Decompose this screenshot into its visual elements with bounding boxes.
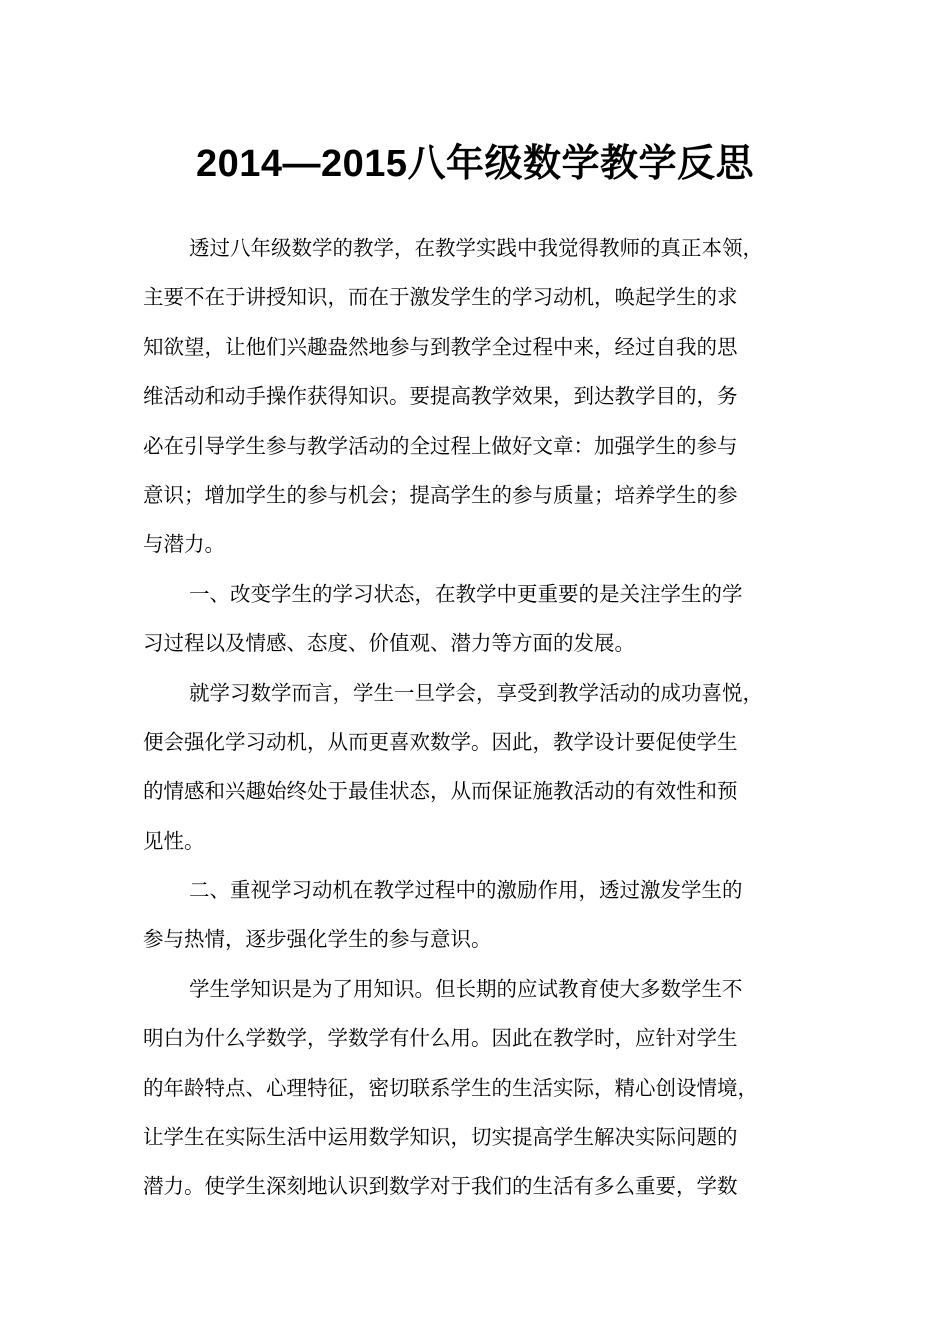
section-heading-line: 二、重视学习动机在教学过程中的激励作用，透过激发学生的 bbox=[189, 878, 743, 903]
paragraph-line: 就学习数学而言，学生一旦学会，享受到教学活动的成功喜悦， bbox=[189, 680, 763, 705]
document-body bbox=[143, 224, 828, 1212]
section-heading-line: 参与热情，逐步强化学生的参与意识。 bbox=[143, 927, 492, 952]
document-title: 2014—2015八年级数学教学反思 bbox=[195, 143, 755, 185]
paragraph-line: 知欲望，让他们兴趣盎然地参与到教学全过程中来，经过自我的思 bbox=[143, 334, 738, 359]
paragraph-line: 潜力。使学生深刻地认识到数学对于我们的生活有多么重要，学数 bbox=[143, 1174, 738, 1199]
paragraph-line: 明白为什么学数学，学数学有什么用。因此在教学时，应针对学生 bbox=[143, 1026, 738, 1051]
paragraph-line: 必在引导学生参与教学活动的全过程上做好文章：加强学生的参与 bbox=[143, 433, 738, 458]
section-heading-line: 一、改变学生的学习状态，在教学中更重要的是关注学生的学 bbox=[189, 581, 743, 606]
paragraph-line: 主要不在于讲授知识，而在于激发学生的学习动机，唤起学生的求 bbox=[143, 285, 738, 310]
paragraph-line: 的年龄特点、心理特征，密切联系学生的生活实际，精心创设情境， bbox=[143, 1075, 758, 1100]
paragraph-line: 的情感和兴趣始终处于最佳状态，从而保证施教活动的有效性和预 bbox=[143, 779, 738, 804]
paragraph-line: 意识；增加学生的参与机会；提高学生的参与质量；培养学生的参 bbox=[143, 482, 738, 507]
paragraph-line: 便会强化学习动机，从而更喜欢数学。因此，教学设计要促使学生 bbox=[143, 729, 738, 754]
section-heading-line: 习过程以及情感、态度、价值观、潜力等方面的发展。 bbox=[143, 631, 635, 656]
paragraph-line: 学生学知识是为了用知识。但长期的应试教育使大多数学生不 bbox=[189, 976, 743, 1001]
paragraph-line: 见性。 bbox=[143, 828, 205, 853]
paragraph-line: 让学生在实际生活中运用数学知识，切实提高学生解决实际问题的 bbox=[143, 1125, 738, 1150]
paragraph-line: 维活动和动手操作获得知识。要提高教学效果，到达教学目的，务 bbox=[143, 384, 738, 409]
paragraph-line: 透过八年级数学的教学，在教学实践中我觉得教师的真正本领， bbox=[189, 236, 763, 260]
paragraph-line: 与潜力。 bbox=[143, 532, 225, 557]
